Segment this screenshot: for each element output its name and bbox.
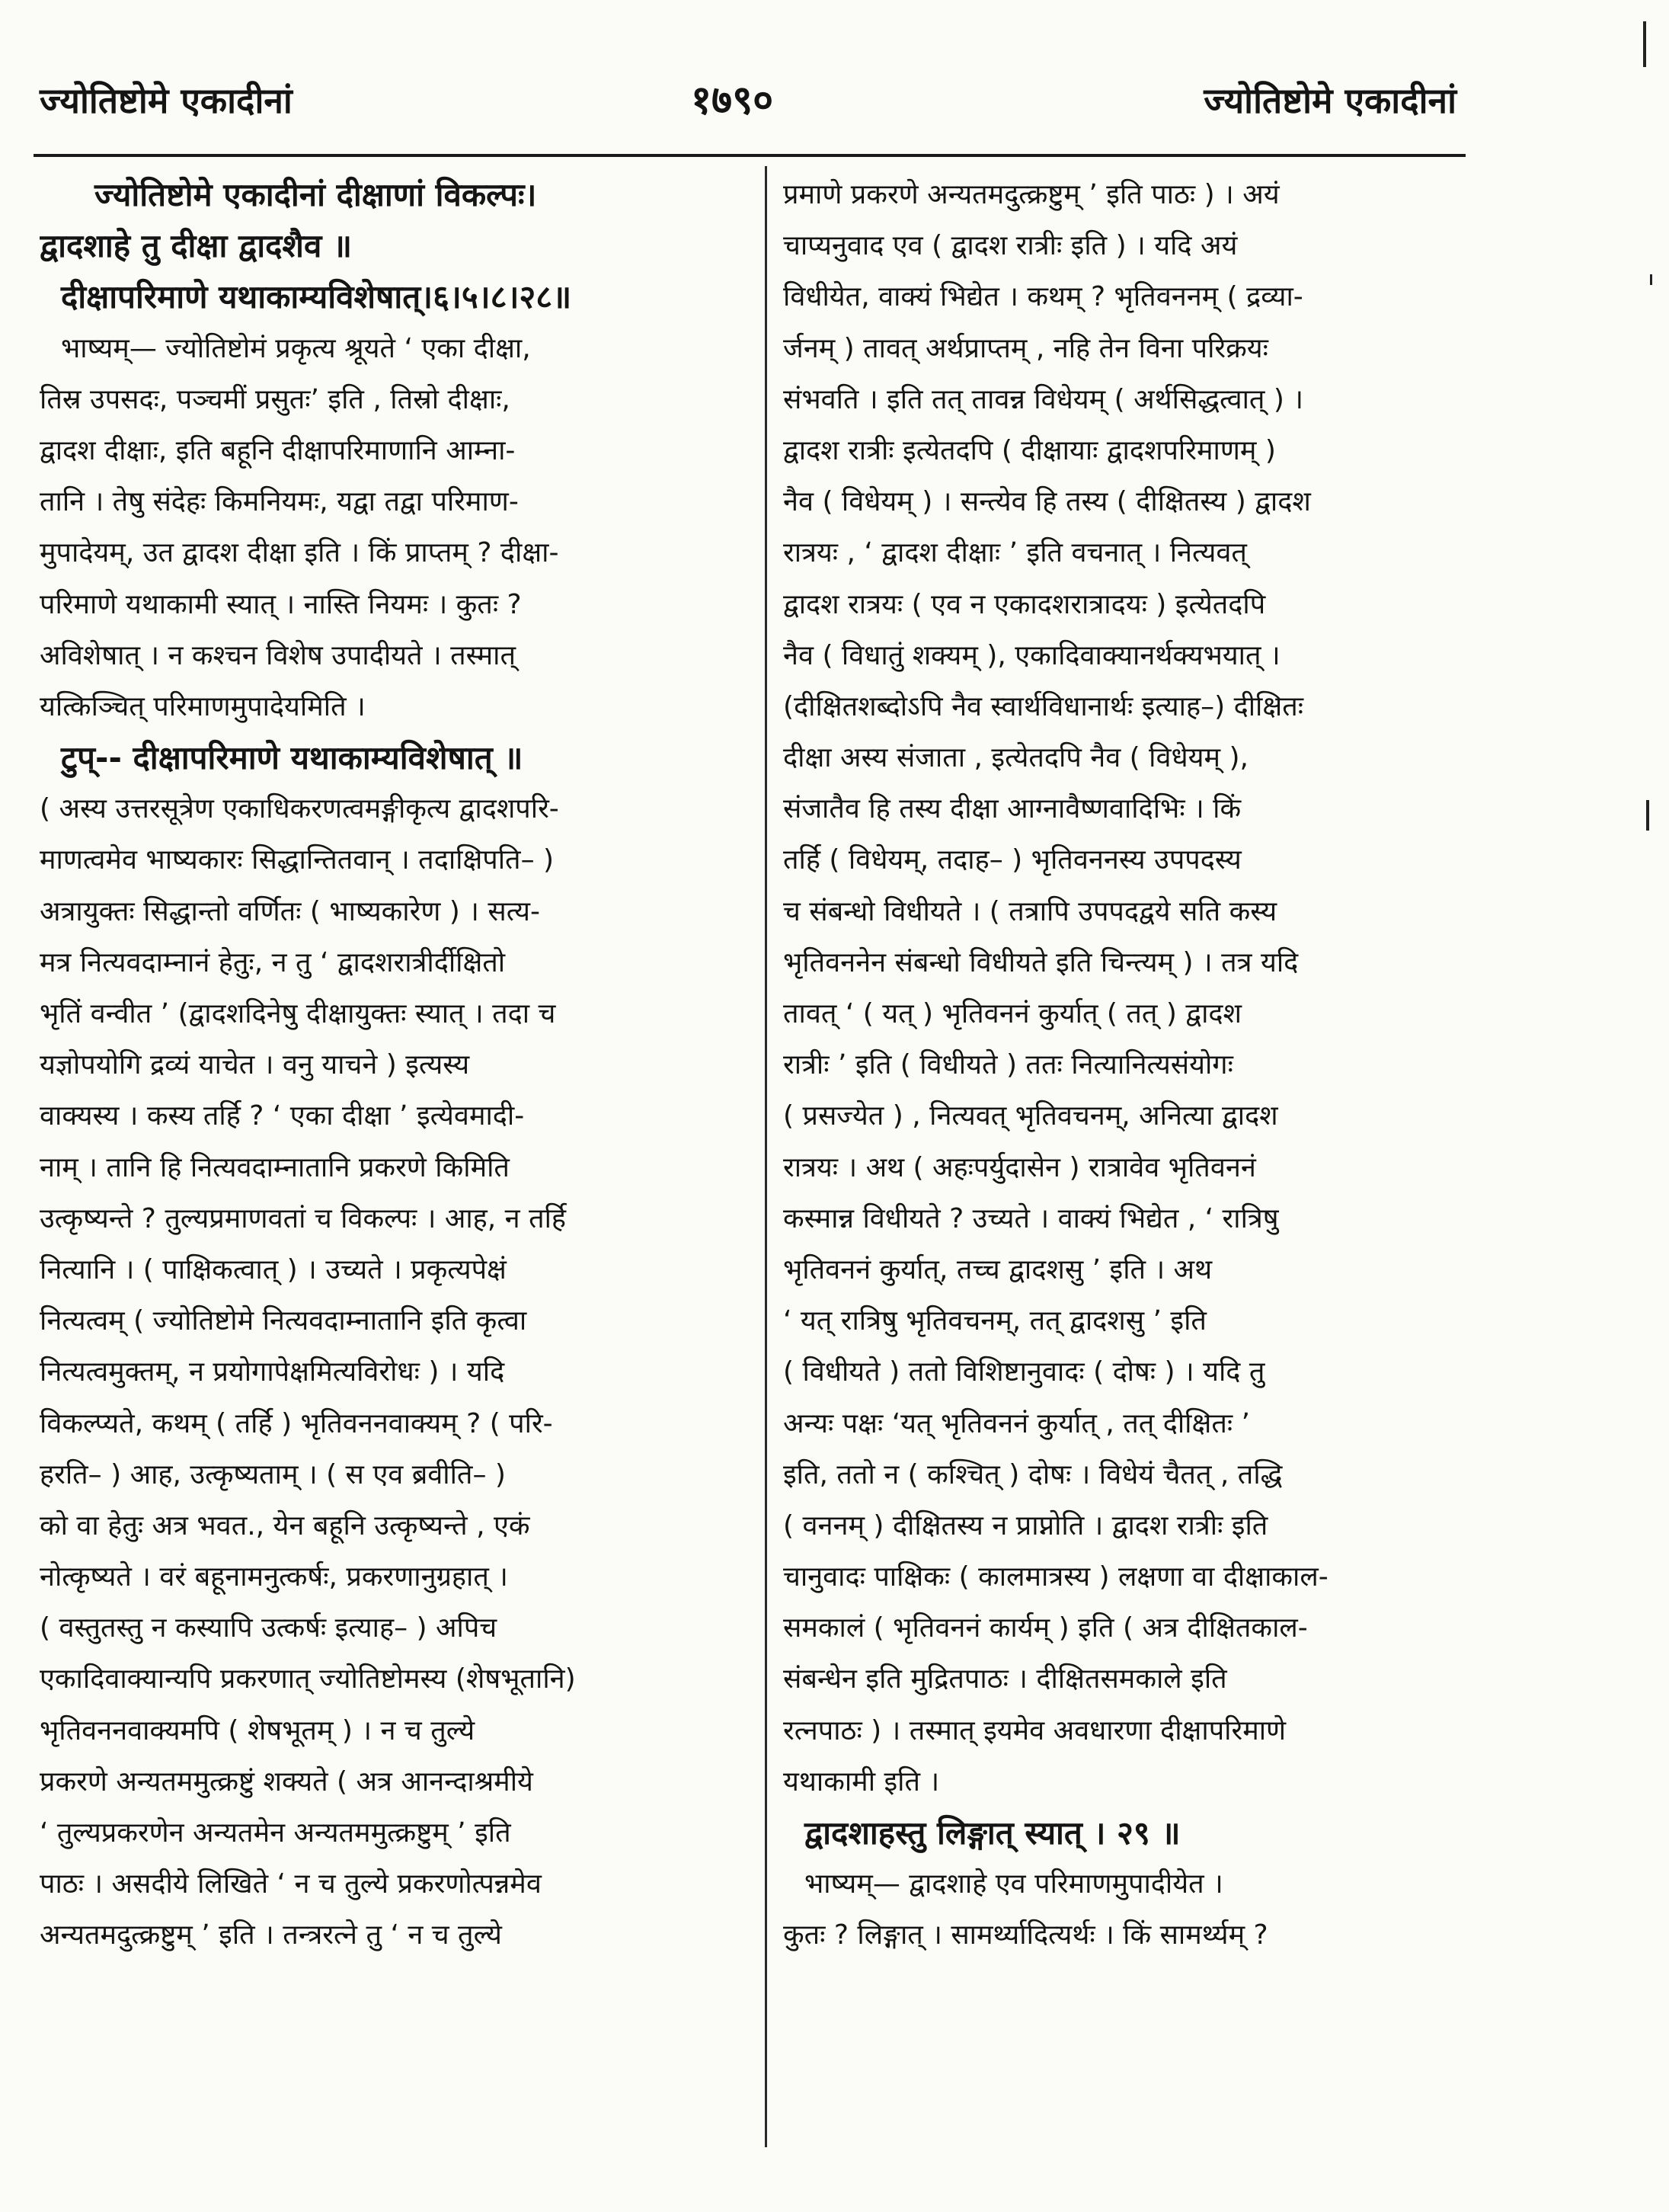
text-line: परिमाणे यथाकामी स्यात् । नास्ति नियमः । कुतः ?	[40, 588, 522, 620]
text-line: अन्यः पक्षः ‘यत् भृतिवननं कुर्यात् , तत् दीक्षितः ’	[783, 1407, 1250, 1439]
text-line: ‘ यत् रात्रिषु भृतिवचनम्, तत् द्वादशसु ’ इति	[783, 1305, 1207, 1337]
text-line: नैव ( विधातुं शक्यम् ), एकादिवाक्यानर्थक्यभयात् ।	[783, 639, 1281, 671]
text-line: ( अस्य उत्तरसूत्रेण एकाधिकरणत्वमङ्गीकृत्य द्वादशपरि-	[40, 793, 559, 825]
text-line: नित्यानि । ( पाक्षिकत्वात् ) । उच्यते । प्रकृत्यपेक्षं	[40, 1253, 507, 1285]
text-line: माणत्वमेव भाष्यकारः सिद्धान्तितवान् । तदाक्षिपति– )	[40, 844, 555, 876]
text-line: रात्रीः ’ इति ( विधीयते ) ततः नित्यानित्यसंयोगः	[783, 1049, 1233, 1081]
text-line: रात्रयः , ‘ द्वादश दीक्षाः ’ इति वचनात् । नित्यवत्	[783, 537, 1247, 569]
page-number: १७९०	[691, 78, 774, 123]
text-line: द्वादश दीक्षाः, इति बहूनि दीक्षापरिमाणानि आम्ना-	[40, 434, 516, 466]
text-line: भृतिवननं कुर्यात्, तच्च द्वादशसु ’ इति । अथ	[783, 1253, 1213, 1285]
text-line: नोत्कृष्यते । वरं बहूनामनुत्कर्षः, प्रकरणानुग्रहात् ।	[40, 1561, 508, 1593]
header-right-title: ज्योतिष्टोमे एकादीनां	[1204, 80, 1456, 121]
text-line: तानि । तेषु संदेहः किमनियमः, यद्वा तद्वा परिमाण-	[40, 486, 519, 518]
column-divider	[765, 166, 767, 2147]
header-rule	[34, 154, 1466, 157]
text-line: ( विधीयते ) ततो विशिष्टानुवादः ( दोषः ) । यदि तु	[783, 1356, 1265, 1388]
text-line: भृतिवननवाक्यमपि ( शेषभूतम् ) । न च तुल्ये	[40, 1714, 475, 1746]
text-line: मत्र नित्यवदाम्नानं हेतुः, न तु ‘ द्वादशरात्रीर्दीक्षितो	[40, 946, 506, 978]
text-line: ज्योतिष्टोमे एकादीनां दीक्षाणां विकल्पः।	[94, 176, 537, 213]
text-line: ( वस्तुतस्तु न कस्यापि उत्कर्षः इत्याह– ) अपिच	[40, 1612, 497, 1644]
text-line: कस्मान्न विधीयते ? उच्यते । वाक्यं भिद्येत , ‘ रात्रिषु	[783, 1202, 1279, 1234]
margin-marks	[1632, 0, 1663, 838]
text-line: दीक्षापरिमाणे यथाकाम्यविशेषात्।६।५।८।२८॥	[61, 278, 572, 316]
text-line: यत्किञ्चित् परिमाणमुपादेयमिति ।	[40, 690, 366, 722]
left-column	[40, 169, 748, 1961]
text-line: द्वादशाहे तु दीक्षा द्वादशैव ॥	[40, 227, 353, 265]
text-line: विकल्प्यते, कथम् ( तर्हि ) भृतिवननवाक्यम् ? ( परि-	[40, 1407, 553, 1439]
text-line: प्रमाणे प्रकरणे अन्यतमदुत्क्रष्टुम् ’ इति पाठः ) । अयं	[783, 179, 1280, 210]
text-line: र्जनम् ) तावत् अर्थप्राप्तम् , नहि तेन विना परिक्रयः	[783, 332, 1268, 364]
text-line: भाष्यम्— ज्योतिष्टोमं प्रकृत्य श्रूयते ‘ एका दीक्षा,	[61, 332, 531, 364]
text-line: दीक्षा अस्य संजाता , इत्येतदपि नैव ( विधेयम् ),	[783, 742, 1249, 774]
text-line: नैव ( विधेयम् ) । सन्त्येव हि तस्य ( दीक्षितस्य ) द्वादश	[783, 486, 1311, 518]
text-line: प्रकरणे अन्यतममुत्क्रष्टुं शक्यते ( अत्र आनन्दाश्रमीये	[40, 1765, 533, 1797]
text-line: रात्रयः । अथ ( अहःपर्युदासेन ) रात्रावेव भृतिवननं	[783, 1151, 1256, 1183]
running-header	[40, 69, 1456, 152]
text-line: वाक्यस्य । कस्य तर्हि ? ‘ एका दीक्षा ’ इत्येवमादी-	[40, 1100, 525, 1132]
text-line: ( प्रसज्येत ) , नित्यवत् भृतिवचनम्, अनित्या द्वादश	[783, 1100, 1278, 1132]
text-line: यज्ञोपयोगि द्रव्यं याचेत । वनु याचने ) इत्यस्य	[40, 1049, 470, 1081]
text-line: संजातैव हि तस्य दीक्षा आग्नावैष्णवादिभिः । किं	[783, 793, 1242, 825]
text-line: द्वादशाहस्तु लिङ्गात् स्यात् । २९ ॥	[804, 1814, 1181, 1852]
text-line: भृतिवननेन संबन्धो विधीयते इति चिन्त्यम् ) । तत्र यदि	[783, 946, 1299, 978]
text-line: अत्रायुक्तः सिद्धान्तो वर्णितः ( भाष्यकारेण ) । सत्य-	[40, 895, 541, 927]
text-line: नित्यत्वम् ( ज्योतिष्टोमे नित्यवदाम्नातानि इति कृत्वा	[40, 1305, 527, 1337]
text-line: द्वादश रात्रयः ( एव न एकादशरात्रादयः ) इत्येतदपि	[783, 588, 1266, 620]
header-left-title: ज्योतिष्टोमे एकादीनां	[40, 80, 293, 121]
text-line: मुपादेयम्, उत द्वादश दीक्षा इति । किं प्राप्तम् ? दीक्षा-	[40, 537, 559, 569]
text-line: (दीक्षितशब्दोऽपि नैव स्वार्थविधानार्थः इत्याह–) दीक्षितः	[783, 690, 1303, 722]
text-line: टुप्-- दीक्षापरिमाणे यथाकाम्यविशेषात् ॥	[61, 739, 523, 777]
text-line: चाप्यनुवाद एव ( द्वादश रात्रीः इति ) । यदि अयं	[783, 230, 1238, 262]
text-line: च संबन्धो विधीयते । ( तत्रापि उपपदद्वये सति कस्य	[783, 895, 1277, 927]
margin-mark	[1643, 21, 1646, 67]
text-line: पाठः । असदीये लिखिते ‘ न च तुल्ये प्रकरणोत्पन्नमेव	[40, 1868, 542, 1900]
text-line: भृतिं वन्वीत ’ (द्वादशदिनेषु दीक्षायुक्तः स्यात् । तदा च	[40, 998, 556, 1029]
text-line: को वा हेतुः अत्र भवत., येन बहूनि उत्कृष्यन्ते , एकं	[40, 1509, 530, 1541]
text-line: तावत् ‘ ( यत् ) भृतिवननं कुर्यात् ( तत् ) द्वादश	[783, 998, 1242, 1029]
text-line: विधीयेत, वाक्यं भिद्येत । कथम् ? भृतिवननम् ( द्रव्या-	[783, 281, 1303, 313]
text-line: रत्नपाठः ) । तस्मात् इयमेव अवधारणा दीक्षापरिमाणे	[783, 1714, 1287, 1746]
text-line: अन्यतमदुत्क्रष्टुम् ’ इति । तन्त्ररत्ने तु ‘ न च तुल्ये	[40, 1919, 502, 1951]
text-line: उत्कृष्यन्ते ? तुल्यप्रमाणवतां च विकल्पः । आह, न तर्हि	[40, 1202, 567, 1234]
text-line: भाष्यम्— द्वादशाहे एव परिमाणमुपादीयेत ।	[804, 1868, 1223, 1900]
text-line: संभवति । इति तत् तावन्न विधेयम् ( अर्थसिद्धत्वात् ) ।	[783, 383, 1304, 415]
text-line: यथाकामी इति ।	[783, 1765, 940, 1797]
margin-mark	[1650, 274, 1652, 285]
margin-mark	[1646, 800, 1649, 831]
text-line: तिस्र उपसदः, पञ्चमीं प्रसुतः’ इति , तिस्रो दीक्षाः,	[40, 383, 510, 415]
text-line: ‘ तुल्यप्रकरणेन अन्यतमेन अन्यतममुत्क्रष्टुम् ’ इति	[40, 1817, 511, 1849]
text-line: अविशेषात् । न कश्चन विशेष उपादीयते । तस्मात्	[40, 639, 516, 671]
text-line: एकादिवाक्यान्यपि प्रकरणात् ज्योतिष्टोमस्य (शेषभूतानि)	[40, 1663, 576, 1695]
text-line: संबन्धेन इति मुद्रितपाठः । दीक्षितसमकाले इति	[783, 1663, 1227, 1695]
text-line: चानुवादः पाक्षिकः ( कालमात्रस्य ) लक्षणा वा दीक्षाकाल-	[783, 1561, 1328, 1593]
text-line: नाम् । तानि हि नित्यवदाम्नातानि प्रकरणे किमिति	[40, 1151, 510, 1183]
text-line: नित्यत्वमुक्तम्, न प्रयोगापेक्षमित्यविरोधः ) । यदि	[40, 1356, 505, 1388]
right-column	[783, 169, 1461, 1961]
text-line: कुतः ? लिङ्गात् । सामर्थ्यादित्यर्थः । किं सामर्थ्यम् ?	[783, 1919, 1268, 1951]
text-line: हरति– ) आह, उत्कृष्यताम् । ( स एव ब्रवीति– )	[40, 1458, 506, 1490]
text-line: ( वननम् ) दीक्षितस्य न प्राप्नोति । द्वादश रात्रीः इति	[783, 1509, 1268, 1541]
text-line: तर्हि ( विधेयम्, तदाह– ) भृतिवननस्य उपपदस्य	[783, 844, 1242, 876]
text-line: इति, ततो न ( कश्चित् ) दोषः । विधेयं चैतत् , तद्धि	[783, 1458, 1283, 1490]
text-line: द्वादश रात्रीः इत्येतदपि ( दीक्षायाः द्वादशपरिमाणम् )	[783, 434, 1276, 466]
text-line: समकालं ( भृतिवननं कार्यम् ) इति ( अत्र दीक्षितकाल-	[783, 1612, 1308, 1644]
